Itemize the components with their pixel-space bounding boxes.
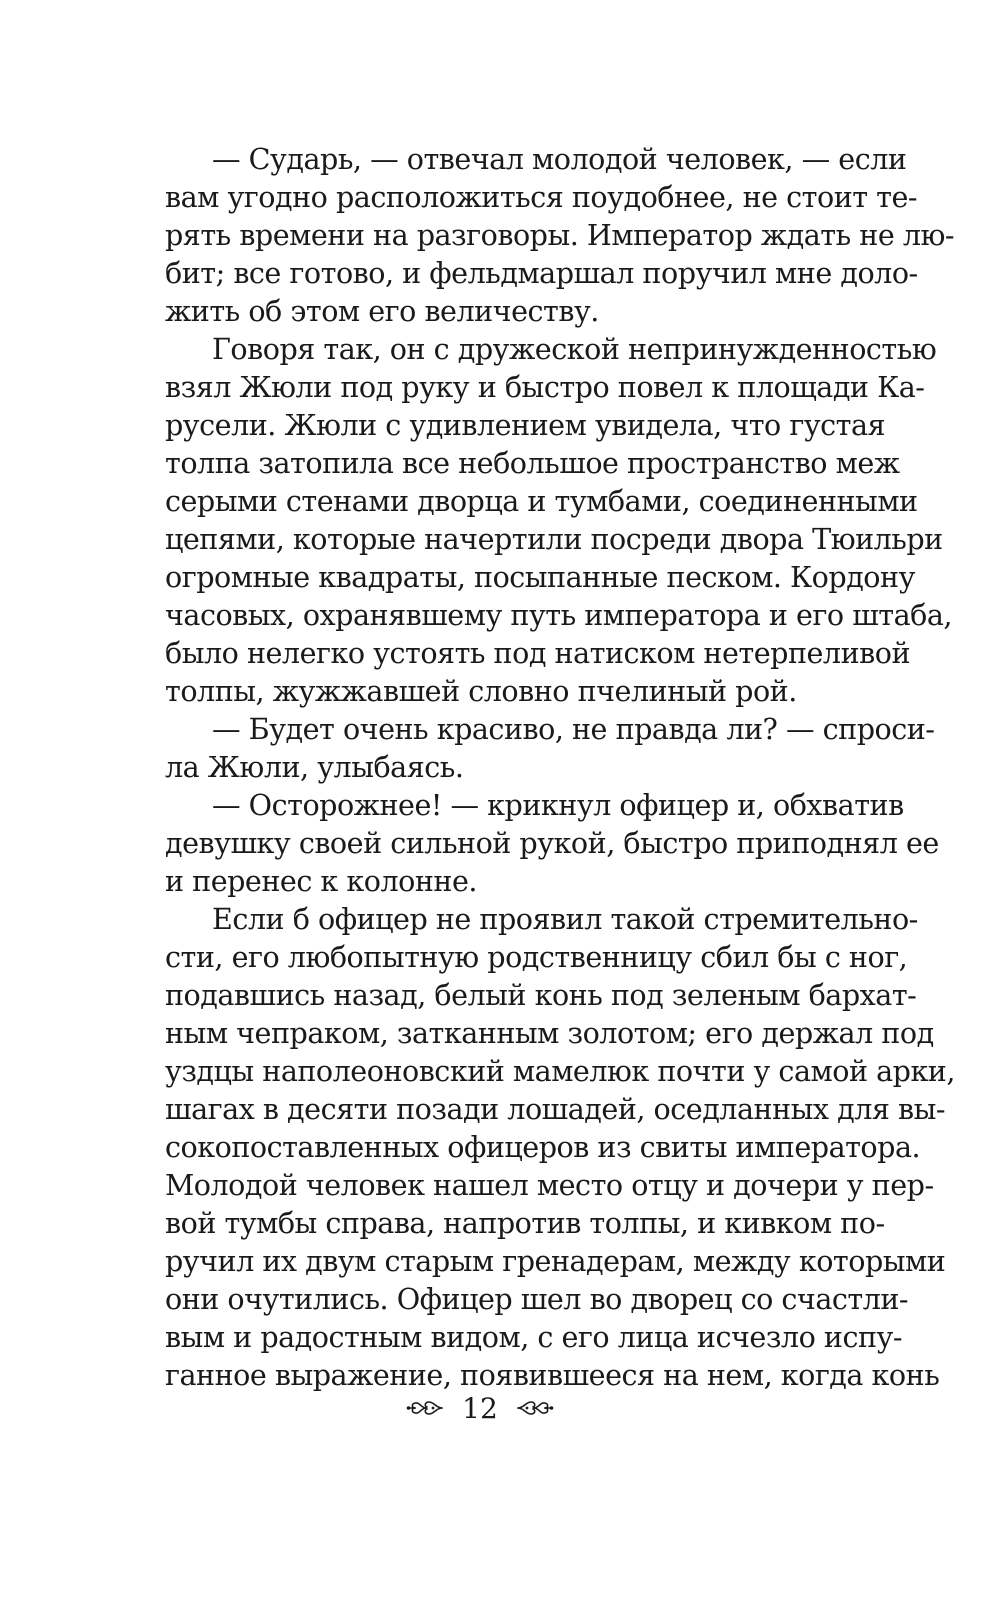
text-line: девушку своей сильной рукой, быстро приподнял ее — [165, 826, 939, 860]
flourish-left-icon — [406, 1396, 444, 1420]
text-line: шагах в десяти позади лошадей, оседланных для вы- — [165, 1092, 946, 1126]
text-line: Если б офицер не проявил такой стремительно- — [212, 902, 918, 936]
page-footer — [0, 1386, 960, 1430]
text-line: подавшись назад, белый конь под зеленым бархат- — [165, 978, 917, 1012]
text-line: цепями, которые начертили посреди двора Тюильри — [165, 522, 943, 556]
text-line: — Осторожнее! — крикнул офицер и, обхватив — [212, 788, 904, 822]
text-line: сти, его любопытную родственницу сбил бы с ног, — [165, 940, 908, 974]
text-line: рять времени на разговоры. Император ждать не лю- — [165, 218, 955, 252]
text-line: ручил их двум старым гренадерам, между которыми — [165, 1244, 946, 1278]
text-line: взял Жюли под руку и быстро повел к площади Ка- — [165, 370, 925, 404]
text-line: серыми стенами дворца и тумбами, соединенными — [165, 484, 918, 518]
paragraph-4 — [165, 786, 939, 900]
text-line: ганное выражение, появившееся на нем, когда конь — [165, 1358, 940, 1392]
text-line: бит; все готово, и фельдмаршал поручил мне доло- — [165, 256, 918, 290]
page-body-text — [165, 140, 955, 1394]
text-line: вой тумбы справа, напротив толпы, и кивком по- — [165, 1206, 885, 1240]
paragraph-1 — [165, 140, 955, 330]
flourish-right-icon — [516, 1396, 554, 1420]
text-line: — Сударь, — отвечал молодой человек, — если — [212, 142, 907, 176]
paragraph-2 — [165, 330, 953, 710]
text-line: жить об этом его величеству. — [165, 294, 599, 328]
text-line: вам угодно расположиться поудобнее, не стоит те- — [165, 180, 918, 214]
paragraph-5 — [165, 900, 955, 1394]
text-line: толпа затопила все небольшое пространство меж — [165, 446, 900, 480]
text-line: русели. Жюли с удивлением увидела, что густая — [165, 408, 886, 442]
text-line: ным чепраком, затканным золотом; его держал под — [165, 1016, 934, 1050]
text-line: вым и радостным видом, с его лица исчезло испу- — [165, 1320, 903, 1354]
text-line: толпы, жужжавшей словно пчелиный рой. — [165, 674, 797, 708]
text-line: — Будет очень красиво, не правда ли? — спроси- — [212, 712, 935, 746]
text-line: они очутились. Офицер шел во дворец со счастли- — [165, 1282, 909, 1316]
text-line: было нелегко устоять под натиском нетерпеливой — [165, 636, 911, 670]
text-line: часовых, охранявшему путь императора и его штаба, — [165, 598, 953, 632]
paragraph-3 — [165, 710, 935, 786]
page-number: 12 — [462, 1391, 498, 1425]
text-line: и перенес к колонне. — [165, 864, 477, 898]
text-line: огромные квадраты, посыпанные песком. Кордону — [165, 560, 915, 594]
text-line: Говоря так, он с дружеской непринужденностью — [212, 332, 937, 366]
text-line: Молодой человек нашел место отцу и дочери у пер- — [165, 1168, 934, 1202]
text-line: уздцы наполеоновский мамелюк почти у самой арки, — [165, 1054, 955, 1088]
text-line: сокопоставленных офицеров из свиты императора. — [165, 1130, 921, 1164]
text-line: ла Жюли, улыбаясь. — [165, 750, 464, 784]
